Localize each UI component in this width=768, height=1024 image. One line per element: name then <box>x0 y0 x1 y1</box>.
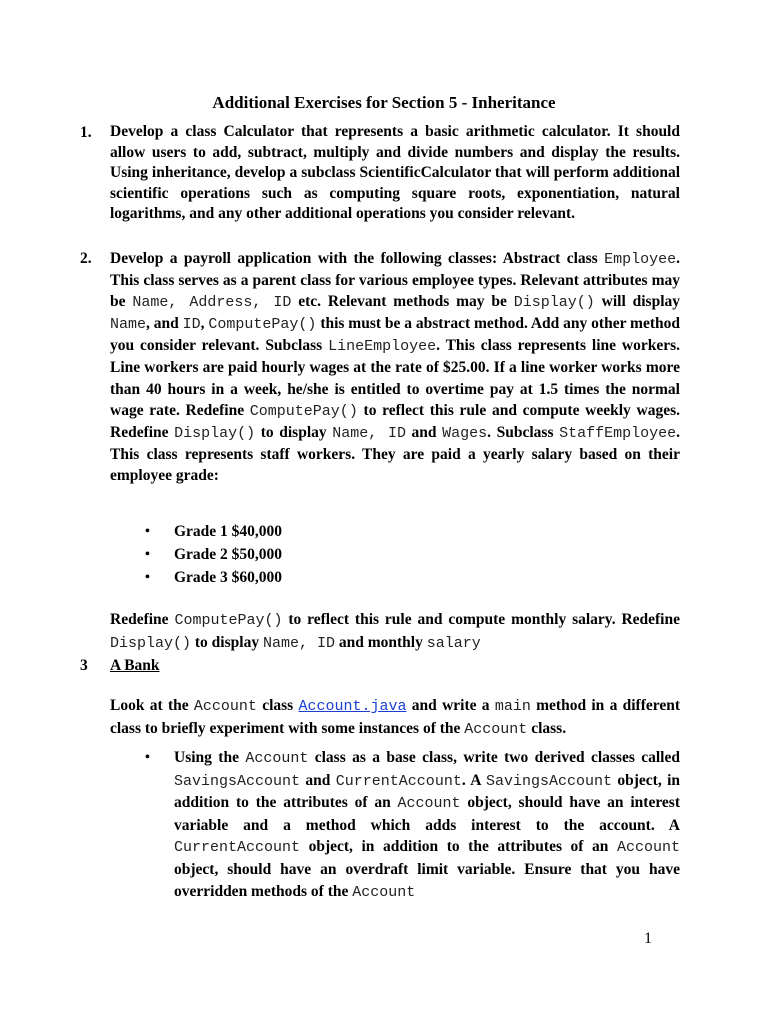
text-run: object, should have an interest variable and a method which adds interest to the account. A <box>174 794 680 834</box>
code-account: Account <box>616 839 680 857</box>
code-name-id: Name, ID <box>262 634 335 652</box>
code-savingsaccount: SavingsAccount <box>485 772 612 790</box>
text-run: , <box>200 315 209 333</box>
text-run: to reflect this rule and compute monthly salary. Redefine <box>282 611 680 628</box>
bullet-icon: • <box>145 524 150 539</box>
code-account: Account <box>352 883 416 901</box>
bullet-icon: • <box>145 547 150 562</box>
text-run: Redefine <box>110 611 175 628</box>
code-name-id: Name, ID <box>332 424 406 442</box>
text-run: . This class represents line workers. Line workers are paid hourly wages at the rate of $25.00. If a line worker works more than 40 hours in a week, he/she is entitled to overtime pay at 1.5 times the normal wage rate. Redefine <box>110 337 680 419</box>
text-run: method in a different class to briefly experiment with some instances of the <box>110 697 680 737</box>
text-run: class. <box>527 720 567 737</box>
text-run: to reflect this rule and compute weekly wages. Redefine <box>110 401 680 441</box>
text-run: Develop a payroll application with the following classes: Abstract class <box>110 250 605 267</box>
text-run: this must be a abstract method. Add any other method you consider relevant. Subclass <box>110 315 680 355</box>
text-run: object, in addition to the attributes of an <box>300 838 617 856</box>
bullet-icon: • <box>145 750 150 765</box>
code-computepay: ComputePay() <box>208 316 317 334</box>
code-staffemployee: StaffEmployee <box>559 424 677 442</box>
text-run: Using the <box>174 749 246 766</box>
text-run: will display <box>594 293 681 311</box>
text-run: . Subclass <box>487 423 560 441</box>
code-display: Display() <box>513 294 595 312</box>
exercise-3-number: 3 <box>80 657 88 674</box>
exercise-2-text <box>110 248 680 486</box>
account-java-link[interactable]: Account.java <box>298 698 407 715</box>
page-number: 1 <box>644 930 652 947</box>
exercise-1-number: 1. <box>80 124 92 141</box>
code-savingsaccount: SavingsAccount <box>174 772 301 790</box>
text-run: . This class represents staff workers. They are paid a yearly salary based on their employee grade: <box>110 423 680 484</box>
text-run: etc. Relevant methods may be <box>291 293 514 311</box>
code-main: main <box>494 698 531 715</box>
text-run: , and <box>146 315 183 333</box>
section-heading: A Bank <box>110 657 160 674</box>
text-run: . A <box>461 771 486 789</box>
text-run: and monthly <box>334 633 427 651</box>
code-account: Account <box>245 750 309 767</box>
code-currentaccount: CurrentAccount <box>174 839 301 857</box>
text-run: object, in addition to the attributes of an <box>174 771 680 812</box>
exercise-2-redefine-text <box>110 609 680 654</box>
list-item: Grade 3 $60,000 <box>174 569 283 586</box>
code-computepay: ComputePay() <box>249 402 358 420</box>
code-attributes: Name, Address, ID <box>132 294 292 312</box>
code-currentaccount: CurrentAccount <box>335 772 462 790</box>
text-run: object, should have an overdraft limit variable. Ensure that you have overridden methods of the <box>174 860 680 900</box>
code-computepay: ComputePay() <box>174 612 283 629</box>
code-display: Display() <box>110 634 192 652</box>
text-run: and <box>405 423 443 441</box>
exercise-2-number: 2. <box>80 250 92 267</box>
exercise-3-intro <box>110 695 680 741</box>
text-run: and write a <box>406 697 495 714</box>
code-account: Account <box>193 698 257 715</box>
code-employee: Employee <box>604 251 677 268</box>
text-run: Look at the <box>110 697 194 714</box>
code-name: Name <box>110 316 147 334</box>
exercise-1-text: Develop a class Calculator that represents a basic arithmetic calculator. It should allow users to add, subtract, multiply and divide numbers and display the results. Using inheritance, develop a subclass ScientificCalculator that will perform additional scientific operations such as computing square roots, exponentiation, natural logarithms, and any other additional operations you consider relevant. <box>110 123 680 223</box>
text-run: class <box>256 697 299 714</box>
bullet-icon: • <box>145 570 150 585</box>
exercise-3-bullet-text <box>174 747 680 903</box>
code-salary: salary <box>426 634 481 652</box>
text-run: to display <box>191 633 263 651</box>
text-run: and <box>300 771 336 789</box>
code-id: ID <box>182 316 201 334</box>
list-item: Grade 2 $50,000 <box>174 546 283 563</box>
list-item: Grade 1 $40,000 <box>174 523 283 540</box>
code-lineemployee: LineEmployee <box>328 338 437 356</box>
text-run: . This class serves as a parent class for various employee types. Relevant attributes may be <box>110 250 680 311</box>
code-account: Account <box>464 721 528 738</box>
code-display: Display() <box>174 424 256 442</box>
code-account: Account <box>397 795 461 813</box>
page-title: Additional Exercises for Section 5 - Inheritance <box>212 93 556 112</box>
text-run: to display <box>255 423 333 441</box>
text-run: class as a base class, write two derived classes called <box>308 749 680 766</box>
code-wages: Wages <box>442 424 488 442</box>
